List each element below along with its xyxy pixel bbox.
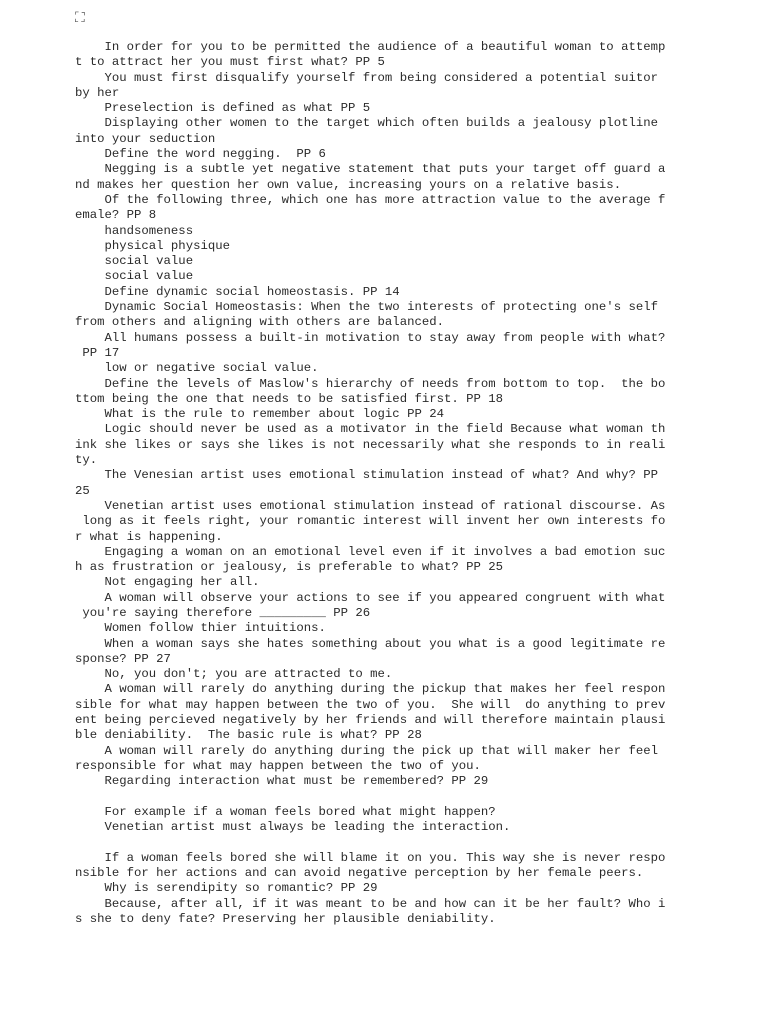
text-line: For example if a woman feels bored what might happen? <box>75 804 496 819</box>
text-line: In order for you to be permitted the audience of a beautiful woman to attemp <box>75 40 666 54</box>
text-line: into your seduction <box>75 131 216 146</box>
text-line: ttom being the one that needs to be satisfied first. PP 18 <box>75 391 504 406</box>
text-line: What is the rule to remember about logic PP 24 <box>75 407 444 422</box>
text-line: Dynamic Social Homeostasis: When the two interests of protecting one's self <box>75 300 658 315</box>
text-line: by her <box>75 85 120 100</box>
text-line: t to attract her you must first what? PP 5 <box>75 55 385 70</box>
text-line: Logic should never be used as a motivator in the field Because what woman th <box>75 422 666 437</box>
text-line: Negging is a subtle yet negative statement that puts your target off guard a <box>75 162 666 177</box>
text-line: Displaying other women to the target which often builds a jealousy plotline <box>75 116 658 131</box>
text-line: Of the following three, which one has more attraction value to the average f <box>75 192 666 207</box>
text-line: No, you don't; you are attracted to me. <box>75 667 393 682</box>
text-line: low or negative social value. <box>75 361 319 376</box>
text-line <box>75 835 675 850</box>
text-line: ble deniability. The basic rule is what? PP 28 <box>75 728 422 743</box>
text-line: Preselection is defined as what PP 5 <box>75 101 371 116</box>
document-body <box>75 40 675 927</box>
text-line: responsible for what may happen between the two of you. <box>75 758 481 773</box>
text-line: All humans possess a built-in motivation to stay away from people with what? <box>75 330 666 345</box>
text-line: When a woman says she hates something about you what is a good legitimate re <box>75 636 666 651</box>
text-line: You must first disqualify yourself from being considered a potential suitor <box>75 70 658 85</box>
text-line: social value <box>75 269 194 284</box>
text-line: Women follow thier intuitions. <box>75 621 326 636</box>
text-line <box>75 790 675 805</box>
text-line: ink she likes or says she likes is not necessarily what she responds to in reali <box>75 437 666 452</box>
text-line: Not engaging her all. <box>75 575 260 590</box>
text-line: ty. <box>75 453 98 468</box>
text-line: The Venesian artist uses emotional stimulation instead of what? And why? PP <box>75 468 658 483</box>
text-line: Why is serendipity so romantic? PP 29 <box>75 881 378 896</box>
text-line: A woman will observe your actions to see if you appeared congruent with what <box>75 590 666 605</box>
text-line: nd makes her question her own value, increasing yours on a relative basis. <box>75 177 622 192</box>
text-line: handsomeness <box>75 223 194 238</box>
text-line: Venetian artist must always be leading the interaction. <box>75 820 511 835</box>
text-line: physical physique <box>75 238 230 253</box>
text-line: Venetian artist uses emotional stimulation instead of rational discourse. As <box>75 498 666 513</box>
text-line: Regarding interaction what must be remembered? PP 29 <box>75 774 489 789</box>
text-line: r what is happening. <box>75 529 223 544</box>
text-line: PP 17 <box>75 345 120 360</box>
text-line: from others and aligning with others are balanced. <box>75 315 444 330</box>
text-line: A woman will rarely do anything during the pick up that will maker her feel <box>75 743 658 758</box>
text-line: long as it feels right, your romantic interest will invent her own interests fo <box>75 514 666 529</box>
text-line: Define the word negging. PP 6 <box>75 147 326 162</box>
text-line: A woman will rarely do anything during the pickup that makes her feel respon <box>75 682 666 697</box>
text-line: Because, after all, if it was meant to be and how can it be her fault? Who i <box>75 896 666 911</box>
text-line: 25 <box>75 483 90 498</box>
text-line: ent being percieved negatively by her friends and will therefore maintain plausi <box>75 713 666 728</box>
text-line: sible for what may happen between the two of you. She will do anything to prev <box>75 697 666 712</box>
text-line: Define the levels of Maslow's hierarchy of needs from bottom to top. the bo <box>75 376 666 391</box>
document-page <box>75 10 675 927</box>
text-line: sponse? PP 27 <box>75 651 171 666</box>
text-line: Engaging a woman on an emotional level even if it involves a bad emotion suc <box>75 544 666 559</box>
text-line: h as frustration or jealousy, is preferable to what? PP 25 <box>75 560 504 575</box>
text-line: s she to deny fate? Preserving her plausible deniability. <box>75 911 496 926</box>
text-line: If a woman feels bored she will blame it on you. This way she is never respo <box>75 850 666 865</box>
text-line: social value <box>75 254 194 269</box>
text-line: nsible for her actions and can avoid negative perception by her female peers. <box>75 866 644 881</box>
text-line: emale? PP 8 <box>75 208 157 223</box>
placeholder-glyph-icon: ⛶ <box>75 11 85 27</box>
text-line: you're saying therefore _________ PP 26 <box>75 605 371 620</box>
text-line: Define dynamic social homeostasis. PP 14 <box>75 284 400 299</box>
